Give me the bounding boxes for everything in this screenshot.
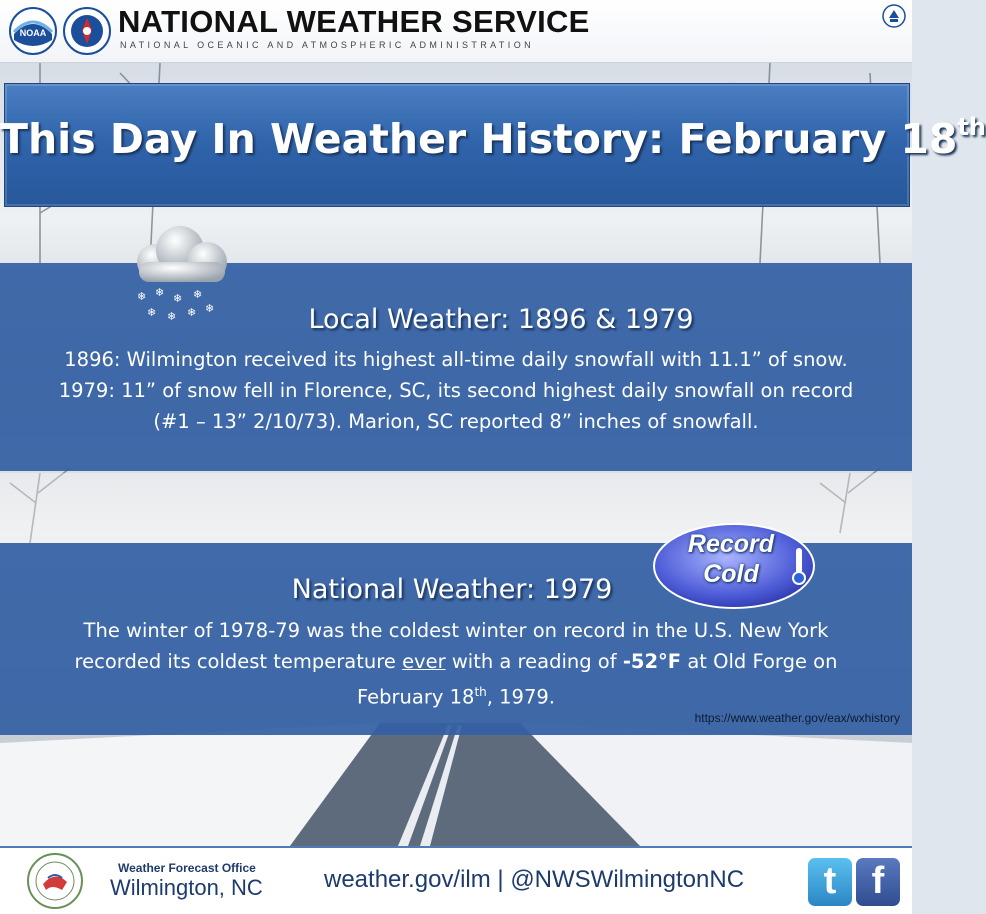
nws-wfo-seal-icon — [26, 852, 84, 910]
badge-line-cold: Cold — [703, 560, 759, 588]
page-title: This Day In Weather History: February 18th — [0, 113, 986, 163]
footer-links[interactable]: weather.gov/ilm | @NWSWilmingtonNC — [324, 866, 745, 893]
svg-text:❄: ❄ — [167, 310, 177, 323]
record-cold-badge — [652, 520, 822, 610]
header-title: NATIONAL WEATHER SERVICE — [118, 4, 590, 39]
national-line-3: February 18th, 1979. — [357, 685, 555, 709]
local-line-marion: (#1 – 13” 2/10/73). Marion, SC reported 8” inches of snowfall. — [153, 410, 759, 433]
header-bar — [0, 0, 912, 63]
svg-text:❄: ❄ — [205, 302, 215, 315]
national-weather-text — [10, 615, 902, 713]
national-line-1: The winter of 1978-79 was the coldest winter on record in the U.S. New York — [83, 619, 829, 642]
office-city: Wilmington, NC — [110, 875, 263, 900]
facebook-icon[interactable]: f — [856, 858, 900, 906]
local-line-1896: 1896: Wilmington received its highest all-time daily snowfall with 11.1” of snow. — [64, 348, 848, 371]
svg-text:NOAA: NOAA — [19, 28, 47, 38]
svg-text:❄: ❄ — [173, 292, 183, 305]
svg-text:❄: ❄ — [155, 286, 165, 299]
noaa-logo-icon — [8, 6, 58, 56]
local-line-1979: 1979: 11” of snow fell in Florence, SC, its second highest daily snowfall on record — [58, 379, 854, 402]
svg-text:❄: ❄ — [137, 290, 147, 303]
national-weather-heading: National Weather: 1979 — [291, 574, 613, 605]
national-line-2: recorded its coldest temperature ever with a reading of -52°F at Old Forge on — [74, 650, 838, 673]
commerce-seal-icon — [882, 4, 906, 28]
local-weather-heading: Local Weather: 1896 & 1979 — [308, 304, 694, 335]
svg-text:❄: ❄ — [147, 306, 157, 319]
source-url[interactable]: https://www.weather.gov/eax/wxhistory — [694, 711, 900, 725]
svg-text:❄: ❄ — [187, 306, 197, 319]
nws-logo-icon — [62, 6, 112, 56]
footer-bar — [0, 846, 912, 914]
twitter-icon[interactable]: t — [808, 858, 852, 906]
office-label: Weather Forecast Office — [118, 861, 256, 875]
local-weather-text — [10, 344, 902, 437]
badge-line-record: Record — [687, 530, 775, 558]
svg-text:❄: ❄ — [193, 288, 203, 301]
header-subtitle: NATIONAL OCEANIC AND ATMOSPHERIC ADMINISTRATION — [120, 40, 534, 50]
